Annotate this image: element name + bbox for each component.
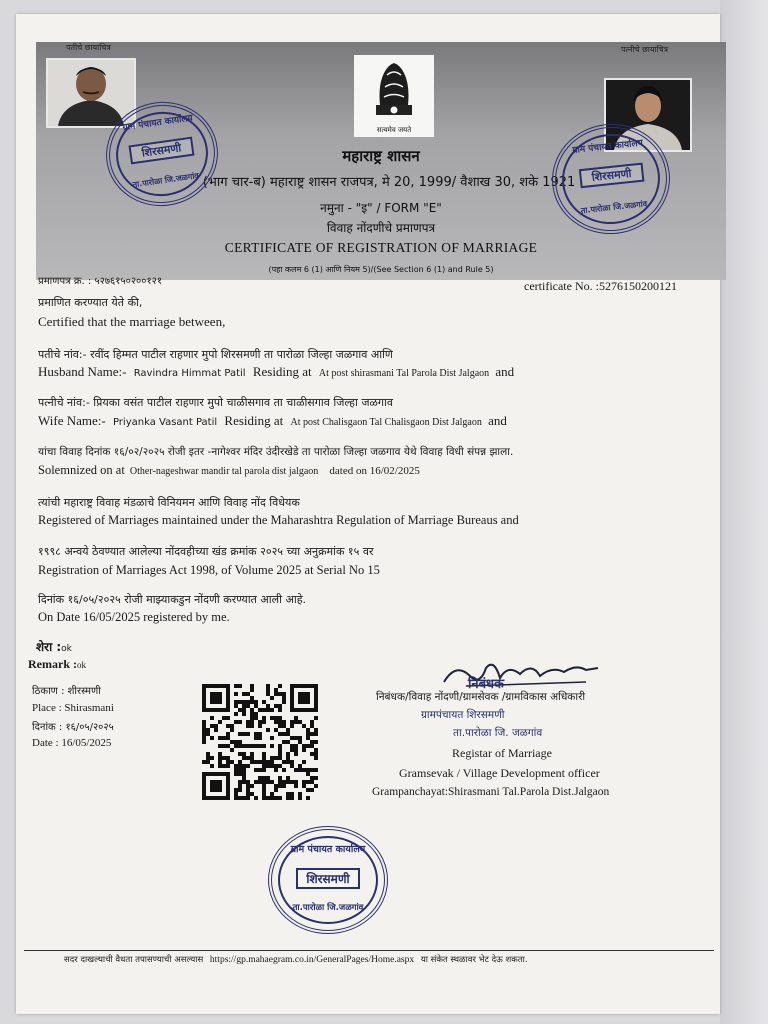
husband-residing: Residing at bbox=[252, 364, 312, 379]
act-en: Registration of Marriages Act 1998, of Volume 2025 at Serial No 15 bbox=[38, 563, 380, 577]
signature-icon bbox=[436, 656, 606, 692]
wife-photo-label: पत्नीचे छायाचित्र bbox=[621, 45, 669, 54]
form-line: नमुना - "इ" / FORM "E" bbox=[320, 201, 442, 215]
title-marathi: विवाह नोंदणीचे प्रमाणपत्र bbox=[326, 221, 436, 235]
registered-mr: त्यांची महाराष्ट्र विवाह मंडळाचे विनियमन आणि विवाह नोंद विधेयक bbox=[38, 496, 300, 509]
seal-bottom-arc: ता.पारोळा जि.जळगांव bbox=[580, 199, 648, 216]
seal-top-arc: ग्राम पंचायत कार्यालय bbox=[121, 113, 194, 134]
date-mr: दिनांक १६/०५/२०२५ रोजी माझ्याकडुन नोंदणी करण्यात आली आहे. bbox=[38, 593, 307, 606]
certified-en: Certified that the marriage between, bbox=[38, 314, 226, 329]
registrar-en-line2: Gramsevak / Village Development officer bbox=[399, 766, 600, 780]
emblem-caption: सत्यमेव जयते bbox=[376, 126, 412, 134]
husband-name-mr: पतीचे नांव:- रवींद हिम्मत पाटील राहणार मुपो शिरसमणी ता पारोळा जिल्हा जळगाव आणि bbox=[38, 348, 393, 361]
shera-label: शेरा : bbox=[36, 640, 62, 654]
registrar-stamp-line3: ता.पारोळा जि. जळगांव bbox=[453, 727, 543, 739]
solemnized-dated: dated on 16/02/2025 bbox=[329, 465, 420, 477]
certified-mr: प्रमाणित करण्यात येते की, bbox=[38, 296, 143, 309]
registrar-en-line1: Registar of Marriage bbox=[452, 746, 552, 760]
footer-divider bbox=[24, 950, 714, 951]
wife-label: Wife Name:- bbox=[38, 413, 106, 428]
registrar-mr-line1: निबंधक/विवाह नोंदणी/ग्रामसेवक /ग्रामविकास अधिकारी bbox=[376, 691, 586, 703]
remark bbox=[28, 657, 86, 672]
footer-prefix: सदर दाखल्याची वैधता तपासण्याची असल्यास bbox=[64, 955, 204, 965]
date-block-mr: दिनांक : १६/०५/२०२५ bbox=[32, 722, 114, 733]
registrar-stamp-line2: ग्रामपंचायत शिरसमणी bbox=[421, 709, 505, 721]
date-en: On Date 16/05/2025 registered by me. bbox=[38, 610, 230, 624]
remark-label: Remark : bbox=[28, 657, 77, 671]
husband-name: Ravindra Himmat Patil bbox=[133, 368, 246, 379]
seal-center: शिरसमणी bbox=[579, 163, 645, 189]
footer-url[interactable]: https://gp.mahaegram.co.in/GeneralPages/Home.aspx bbox=[209, 955, 415, 965]
gazette-line: (भाग चार-ब) महाराष्ट्र शासन राजपत्र, मे 20, 1999/ वैशाख 30, शके 1921 bbox=[202, 175, 576, 190]
seal-top-arc: ग्राम पंचायत कार्यालय bbox=[290, 844, 366, 855]
wife-residing: Residing at bbox=[224, 413, 284, 428]
seal-center: शिरसमणी bbox=[129, 137, 195, 165]
seal-top-arc: ग्राम पंचायत कार्यालय bbox=[571, 138, 644, 156]
certificate-paper bbox=[16, 14, 720, 1014]
remark-value: ok bbox=[76, 660, 86, 670]
husband-place: At post shirasmani Tal Parola Dist Jalgaon bbox=[318, 368, 490, 379]
wife-name-en bbox=[38, 413, 507, 429]
husband-label: Husband Name:- bbox=[38, 364, 127, 379]
place-mr: ठिकाण : शीरस्मणी bbox=[32, 686, 101, 697]
date-block-en: Date : 16/05/2025 bbox=[32, 737, 112, 749]
footer-suffix: या संकेत स्थळावर भेट देऊ शकता. bbox=[420, 955, 528, 965]
certificate-number-en: certificate No. :5276150200121 bbox=[524, 279, 677, 293]
seal-bottom-arc: ता.पारोळा जि.जळगांव bbox=[292, 903, 364, 913]
footer-note bbox=[64, 954, 528, 965]
solemnized-mr: यांचा विवाह दिनांक १६/०२/२०२५ रोजी इतर -नागेश्वर मंदिर उंदीरखेडे ता पारोळा जिल्हा जळगाव येथे विवाह विधी संपन्न झाला. bbox=[38, 446, 514, 458]
husband-name-en bbox=[38, 364, 514, 380]
paper-shadow-edge bbox=[720, 0, 768, 1024]
husband-photo-label: पतीचे छायाचित्र bbox=[66, 43, 111, 52]
gram-panchayat-seal-bottom bbox=[268, 826, 388, 934]
wife-place: At post Chalisgaon Tal Chalisgaon Dist Jalgaon bbox=[290, 417, 482, 428]
place-en: Place : Shirasmani bbox=[32, 702, 114, 714]
wife-name: Priyanka Vasant Patil bbox=[112, 417, 218, 428]
seal-center: शिरसमणी bbox=[296, 868, 360, 889]
seal-bottom-arc: ता.पारोळा जि.जळगांव bbox=[132, 171, 200, 190]
registrar-en-line3: Grampanchayat:Shirasmani Tal.Parola Dist.Jalgaon bbox=[372, 786, 610, 798]
certificate-number-mr: प्रमाणपत्र क्र. : ५२७६१५०२००१२१ bbox=[38, 276, 163, 287]
qr-code-icon bbox=[198, 684, 322, 800]
shera bbox=[36, 638, 72, 655]
section-line: (पहा कलम 6 (1) आणि नियम 5)/(See Section 6 (1) and Rule 5) bbox=[268, 265, 494, 274]
husband-and: and bbox=[495, 364, 515, 379]
registrar-stamp-title: निबंधक bbox=[468, 677, 504, 692]
registered-en: Registered of Marriages maintained under the Maharashtra Regulation of Marriage Bureaus and bbox=[38, 513, 519, 527]
govt-name: महाराष्ट्र शासन bbox=[342, 147, 420, 165]
state-emblem-icon bbox=[354, 55, 434, 137]
wife-name-mr: पत्नीचे नांव:- प्रियका वसंत पाटील राहणार मुपो चाळीसगाव ता चाळीसगाव जिल्हा जळगाव bbox=[38, 396, 394, 409]
solemnized-en bbox=[38, 463, 420, 478]
solemnized-place: Other-nageshwar mandir tal parola dist jalgaon bbox=[129, 466, 319, 477]
wife-and: and bbox=[488, 413, 507, 428]
act-mr: १९९८ अन्वये ठेवण्यात आलेल्या नोंदवहीच्या खंड क्रमांक २०२५ च्या अनुक्रमांक १५ वर bbox=[38, 545, 374, 558]
title-english: CERTIFICATE OF REGISTRATION OF MARRIAGE bbox=[224, 240, 538, 255]
shera-value: ok bbox=[61, 644, 72, 654]
solemnized-prefix: Solemnized on at bbox=[38, 463, 125, 477]
